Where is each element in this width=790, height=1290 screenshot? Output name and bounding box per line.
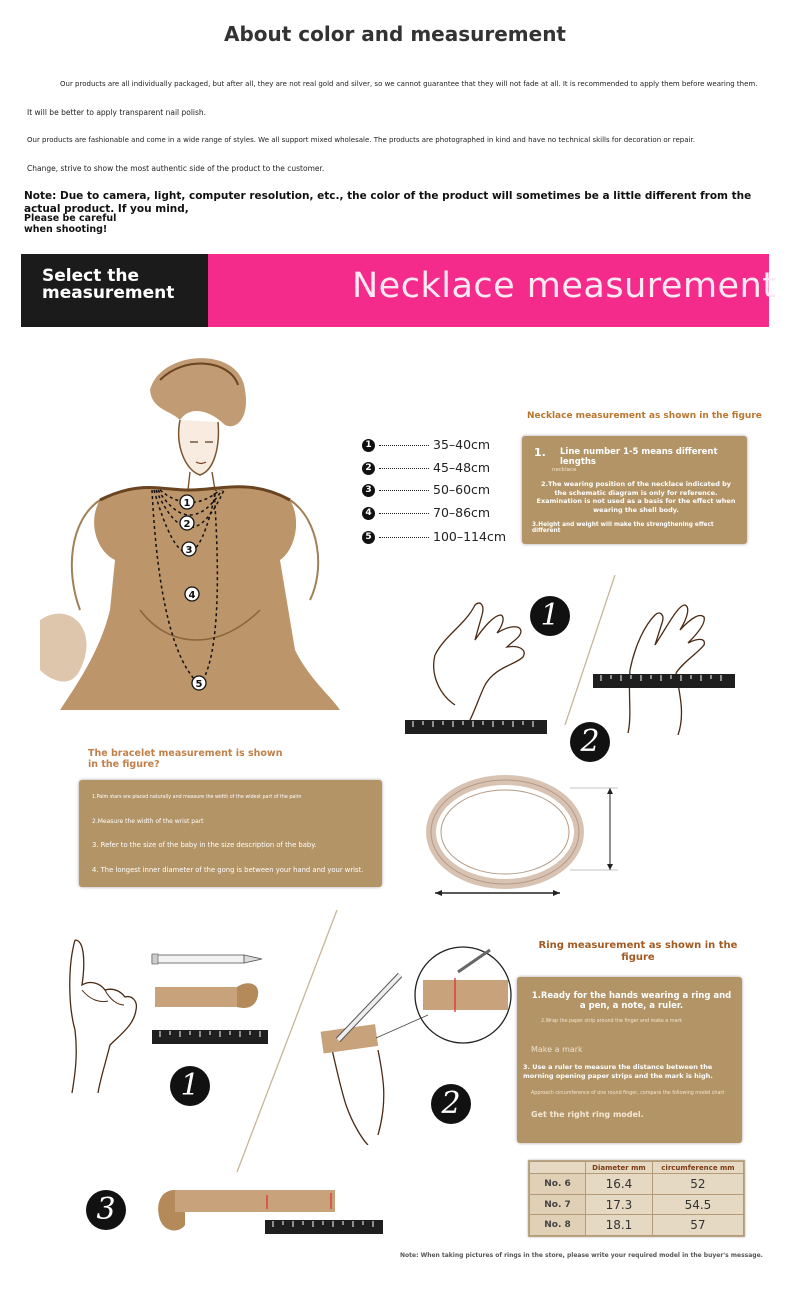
size-diameter: 16.4	[586, 1174, 653, 1195]
bracelet-info-box	[79, 780, 382, 887]
necklace-box-head: Line number 1-5 means different lengths	[560, 447, 718, 467]
necklace-box-sub: necklace	[552, 467, 577, 473]
table-row	[530, 1194, 744, 1215]
necklace-section-title: Necklace measurement as shown in the figure	[527, 411, 762, 421]
banner-title: Necklace measurement	[352, 266, 777, 306]
paragraph-nail-polish: It will be better to apply transparent nail polish.	[27, 108, 207, 117]
table-header-circumference: circumference mm	[652, 1162, 743, 1174]
length-number-4: 4	[362, 507, 375, 520]
step-2-badge: 2	[570, 722, 610, 762]
size-label: No. 8	[530, 1215, 586, 1236]
necklace-box-3: 3.Height and weight will make the strengthening effect different	[532, 522, 714, 534]
ruler-icon	[265, 1218, 385, 1236]
paragraph-authentic: Change, strive to show the most authentic side of the product to the customer.	[27, 164, 325, 173]
woman-necklace-illustration	[40, 350, 350, 710]
ring-footnote: Note: When taking pictures of rings in the store, please write your required model in the buyer's message.	[400, 1252, 763, 1259]
step-1-badge: 1	[530, 596, 570, 636]
hand-finger-icon	[60, 935, 150, 1095]
length-value-1: 35–40cm	[433, 437, 491, 452]
table-row	[530, 1215, 744, 1236]
paper-strip-icon	[152, 975, 262, 1015]
necklace-length-1	[362, 437, 490, 452]
ring-section-title: Ring measurement as shown in the figure	[538, 940, 738, 963]
bangle-illustration	[420, 770, 630, 905]
necklace-info-box	[522, 436, 747, 544]
necklace-mark-5: 5	[195, 679, 203, 690]
size-diameter: 17.3	[586, 1194, 653, 1215]
bracelet-section-title: The bracelet measurement is shown in the figure?	[88, 748, 283, 770]
ruler-icon	[593, 672, 738, 690]
bracelet-item-4: 4. The longest inner diameter of the gong is between your hand and your wrist.	[92, 866, 364, 874]
ruler-icon	[405, 718, 550, 736]
paragraph-fading: Our products are all individually packaged, but after all, they are not real gold and silver, so we cannot guarantee that they will not fade at all. It is recommended to apply them before wearing them.	[60, 80, 758, 88]
bracelet-item-3: 3. Refer to the size of the baby in the size description of the baby.	[92, 841, 317, 849]
table-header-diameter: Diameter mm	[586, 1162, 653, 1174]
length-value-5: 100–114cm	[433, 529, 507, 544]
length-value-3: 50–60cm	[433, 482, 491, 497]
pen-icon	[150, 952, 265, 966]
ring-box-3b: Approach circumference of one round finger, compare the following model chart	[531, 1091, 725, 1096]
size-diameter: 18.1	[586, 1215, 653, 1236]
ring-box-4: Get the right ring model.	[531, 1110, 644, 1119]
hand-wrap-strip-illustration	[318, 940, 513, 1145]
page-title: About color and measurement	[223, 22, 566, 46]
length-value-2: 45–48cm	[433, 460, 491, 475]
necklace-mark-1: 1	[183, 498, 191, 509]
size-circumference: 54.5	[652, 1194, 743, 1215]
necklace-mark-4: 4	[188, 590, 196, 601]
necklace-length-3	[362, 482, 490, 497]
size-label: No. 7	[530, 1194, 586, 1215]
size-label: No. 6	[530, 1174, 586, 1195]
bracelet-item-2: 2.Measure the width of the wrist part	[92, 818, 204, 825]
ring-box-2: Make a mark	[531, 1045, 583, 1054]
length-number-3: 3	[362, 484, 375, 497]
length-number-5: 5	[362, 531, 375, 544]
necklace-box-2: 2.The wearing position of the necklace indicated by the schematic diagram is only for reference. Examination is not used as a basis for the effect when wearing the shell body.	[536, 480, 736, 514]
length-value-4: 70–86cm	[433, 505, 491, 520]
banner-left-text: Select the measurement	[42, 266, 175, 303]
ring-info-box	[517, 977, 742, 1143]
paragraph-wholesale: Our products are fashionable and come in a wide range of styles. We all support mixed wholesale. The products are photographed in kind and have no technical skills for decoration or repair.	[27, 136, 695, 144]
table-header-row	[530, 1162, 744, 1174]
hand-wrist-icon	[600, 595, 740, 735]
ring-step-1-badge: 1	[170, 1066, 210, 1106]
ring-box-1: 1.Ready for the hands wearing a ring and a pen, a note, a ruler.	[531, 991, 732, 1011]
ring-step-3-badge: 3	[86, 1190, 126, 1230]
necklace-length-4	[362, 505, 490, 520]
bracelet-item-1: 1.Palm stars are placed naturally and measure the width of the widest part of the palm	[92, 795, 302, 800]
necklace-box-num: 1.	[534, 446, 546, 459]
ring-box-3: 3. Use a ruler to measure the distance between the morning opening paper strips and the mark is high.	[523, 1063, 713, 1080]
size-circumference: 57	[652, 1215, 743, 1236]
necklace-length-5	[362, 529, 506, 544]
ruler-icon	[152, 1028, 270, 1046]
table-row	[530, 1174, 744, 1195]
necklace-mark-2: 2	[183, 519, 191, 530]
necklace-length-2	[362, 460, 490, 475]
ring-box-1b: 2.Wrap the paper strip around the finger and make a mark	[541, 1019, 683, 1024]
length-number-1: 1	[362, 439, 375, 452]
ring-size-table	[528, 1160, 745, 1237]
size-circumference: 52	[652, 1174, 743, 1195]
length-number-2: 2	[362, 462, 375, 475]
color-note-careful: Please be careful when shooting!	[24, 213, 117, 235]
necklace-mark-3: 3	[185, 545, 193, 556]
color-note: Note: Due to camera, light, computer resolution, etc., the color of the product will sometimes be a little different from the actual product. If you mind,	[24, 190, 752, 215]
ring-step-2-badge: 2	[431, 1084, 471, 1124]
table-header-label	[530, 1162, 586, 1174]
